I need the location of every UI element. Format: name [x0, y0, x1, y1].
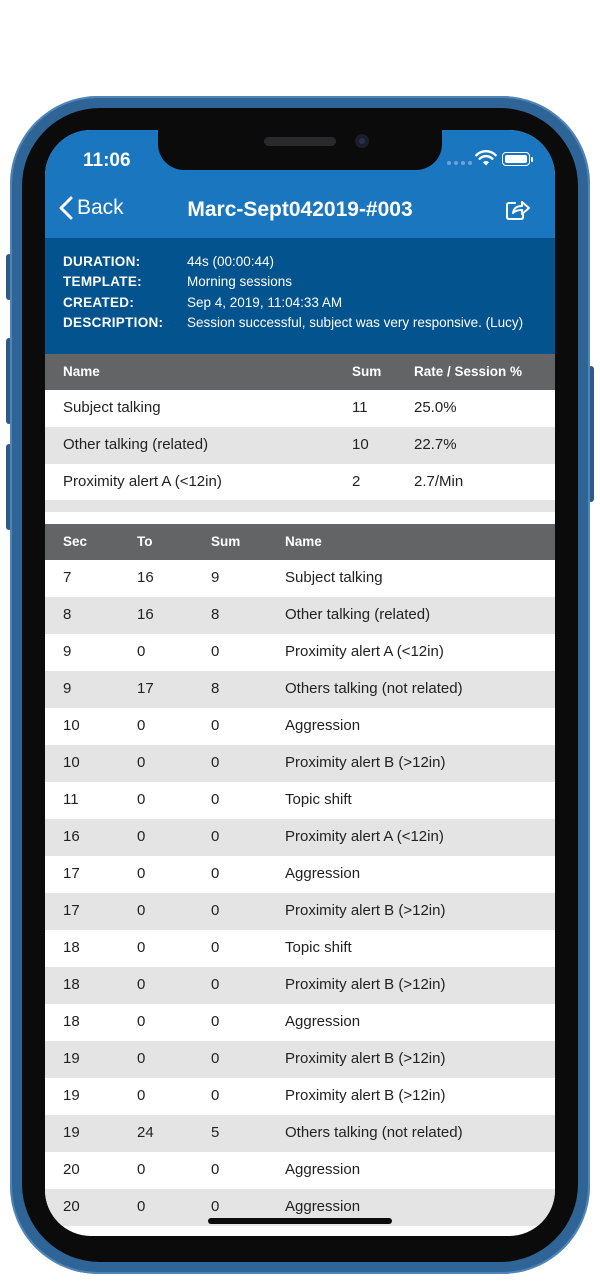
- cell-sum: 0: [211, 754, 220, 771]
- table-row[interactable]: [45, 893, 555, 930]
- summary-rate: 25.0%: [414, 399, 457, 416]
- cell-name: Aggression: [285, 865, 361, 882]
- cell-sec: 8: [63, 606, 72, 623]
- cell-sec: 18: [63, 976, 80, 993]
- info-label: DURATION:: [63, 254, 141, 269]
- cell-sum: 0: [211, 1161, 220, 1178]
- cell-sec: 20: [63, 1161, 80, 1178]
- table-row[interactable]: [45, 708, 555, 745]
- cell-name: Proximity alert B (>12in): [285, 1087, 446, 1104]
- header-name: Name: [63, 364, 100, 379]
- cell-to: 0: [137, 976, 146, 993]
- cell-sum: 0: [211, 865, 220, 882]
- summary-sum: 2: [352, 473, 361, 490]
- table-row[interactable]: [45, 1152, 555, 1189]
- cell-to: 0: [137, 1050, 146, 1067]
- battery-icon: [502, 152, 530, 166]
- table-row[interactable]: [45, 634, 555, 671]
- table-row[interactable]: [45, 1041, 555, 1078]
- cell-sum: 9: [211, 569, 220, 586]
- cell-sec: 20: [63, 1198, 80, 1215]
- summary-row[interactable]: [45, 390, 555, 427]
- cell-name: Others talking (not related): [285, 1124, 463, 1141]
- cell-name: Aggression: [285, 1198, 361, 1215]
- cell-name: Topic shift: [285, 939, 352, 956]
- cell-to: 0: [137, 865, 146, 882]
- cell-sec: 11: [63, 791, 79, 808]
- cell-to: 0: [137, 828, 146, 845]
- table-row[interactable]: [45, 930, 555, 967]
- cell-name: Proximity alert A (<12in): [285, 828, 444, 845]
- cell-sum: 0: [211, 791, 220, 808]
- table-row[interactable]: [45, 856, 555, 893]
- cell-name: Aggression: [285, 1013, 361, 1030]
- summary-name: Subject talking: [63, 399, 161, 416]
- summary-sum: 11: [352, 399, 368, 416]
- table-row[interactable]: [45, 967, 555, 1004]
- cell-sum: 0: [211, 939, 220, 956]
- home-indicator[interactable]: [208, 1218, 392, 1224]
- cell-name: Proximity alert A (<12in): [285, 643, 444, 660]
- back-label: Back: [77, 196, 124, 219]
- cell-sum: 8: [211, 680, 220, 697]
- info-label: TEMPLATE:: [63, 274, 142, 289]
- cell-name: Proximity alert B (>12in): [285, 902, 446, 919]
- summary-rate: 22.7%: [414, 436, 457, 453]
- cell-name: Aggression: [285, 1161, 361, 1178]
- cell-sum: 0: [211, 1050, 220, 1067]
- cell-name: Other talking (related): [285, 606, 431, 623]
- cell-to: 0: [137, 1087, 146, 1104]
- cell-to: 0: [137, 1198, 146, 1215]
- info-label: CREATED:: [63, 295, 135, 310]
- cell-sum: 0: [211, 902, 220, 919]
- table-row[interactable]: [45, 1004, 555, 1041]
- cell-to: 0: [137, 791, 146, 808]
- cell-to: 0: [137, 643, 146, 660]
- cell-to: 24: [137, 1124, 154, 1141]
- cell-sec: 18: [63, 1013, 80, 1030]
- table-row[interactable]: [45, 782, 555, 819]
- header-sum: Sum: [211, 534, 241, 549]
- cell-name: Proximity alert B (>12in): [285, 1050, 446, 1067]
- header-to: To: [137, 534, 153, 549]
- info-value: Session successful, subject was very responsive. (Lucy): [187, 315, 524, 330]
- cell-name: Topic shift: [285, 791, 352, 808]
- cell-sec: 19: [63, 1124, 80, 1141]
- front-camera: [355, 134, 369, 148]
- summary-table-header: [45, 354, 555, 390]
- cell-sec: 19: [63, 1087, 80, 1104]
- cell-name: Subject talking: [285, 569, 383, 586]
- cell-to: 0: [137, 754, 146, 771]
- table-row[interactable]: [45, 1115, 555, 1152]
- summary-name: Other talking (related): [63, 436, 209, 453]
- header-sec: Sec: [63, 534, 88, 549]
- cell-name: Proximity alert B (>12in): [285, 976, 446, 993]
- cell-name: Aggression: [285, 717, 361, 734]
- header-sum: Sum: [352, 364, 382, 379]
- cellular-signal-icon: [447, 161, 472, 165]
- cell-sec: 9: [63, 643, 72, 660]
- cell-sec: 9: [63, 680, 72, 697]
- table-row[interactable]: [45, 671, 555, 708]
- cell-sum: 0: [211, 1198, 220, 1215]
- info-row-template: [63, 274, 527, 290]
- cell-sec: 7: [63, 569, 72, 586]
- header-rate: Rate / Session %: [414, 364, 523, 379]
- cell-sec: 16: [63, 828, 80, 845]
- cell-sec: 17: [63, 902, 80, 919]
- earpiece-speaker: [264, 137, 336, 146]
- summary-row[interactable]: [45, 427, 555, 464]
- cell-sec: 18: [63, 939, 80, 956]
- info-value: Sep 4, 2019, 11:04:33 AM: [187, 295, 343, 310]
- cell-sum: 0: [211, 1087, 220, 1104]
- cell-to: 0: [137, 902, 146, 919]
- summary-row[interactable]: [45, 464, 555, 501]
- cell-sum: 0: [211, 976, 220, 993]
- info-value: 44s (00:00:44): [187, 254, 275, 269]
- session-info-panel: [45, 238, 555, 354]
- table-row[interactable]: [45, 1078, 555, 1115]
- table-row[interactable]: [45, 819, 555, 856]
- info-row-description: [63, 315, 527, 331]
- share-icon[interactable]: [505, 197, 531, 221]
- cell-sec: 19: [63, 1050, 80, 1067]
- notch: [158, 130, 442, 170]
- table-row[interactable]: [45, 560, 555, 597]
- cell-to: 0: [137, 1013, 146, 1030]
- cell-to: 16: [137, 606, 154, 623]
- info-row-duration: [63, 254, 527, 270]
- cell-sum: 8: [211, 606, 220, 623]
- header-name: Name: [285, 534, 322, 549]
- cell-sum: 0: [211, 643, 220, 660]
- summary-rate: 2.7/Min: [414, 473, 464, 490]
- cell-name: Others talking (not related): [285, 680, 463, 697]
- cell-sum: 0: [211, 1013, 220, 1030]
- cell-to: 17: [137, 680, 154, 697]
- summary-sum: 10: [352, 436, 369, 453]
- table-row[interactable]: [45, 745, 555, 782]
- status-time: 11:06: [83, 150, 131, 171]
- cell-to: 0: [137, 1161, 146, 1178]
- cell-to: 0: [137, 939, 146, 956]
- summary-name: Proximity alert A (<12in): [63, 473, 222, 490]
- section-divider: [45, 500, 555, 512]
- cell-name: Proximity alert B (>12in): [285, 754, 446, 771]
- page-title: Marc-Sept042019-#003: [187, 198, 413, 221]
- wifi-icon: [475, 150, 497, 166]
- cell-sec: 10: [63, 754, 80, 771]
- cell-to: 0: [137, 717, 146, 734]
- table-row[interactable]: [45, 597, 555, 634]
- cell-sum: 0: [211, 717, 220, 734]
- app-screen: [45, 130, 555, 1236]
- info-row-created: [63, 295, 527, 311]
- cell-sec: 17: [63, 865, 80, 882]
- info-label: DESCRIPTION:: [63, 315, 164, 330]
- cell-sum: 0: [211, 828, 220, 845]
- events-table-header: [45, 524, 555, 560]
- cell-sec: 10: [63, 717, 80, 734]
- info-value: Morning sessions: [187, 274, 293, 289]
- cell-sum: 5: [211, 1124, 220, 1141]
- cell-to: 16: [137, 569, 154, 586]
